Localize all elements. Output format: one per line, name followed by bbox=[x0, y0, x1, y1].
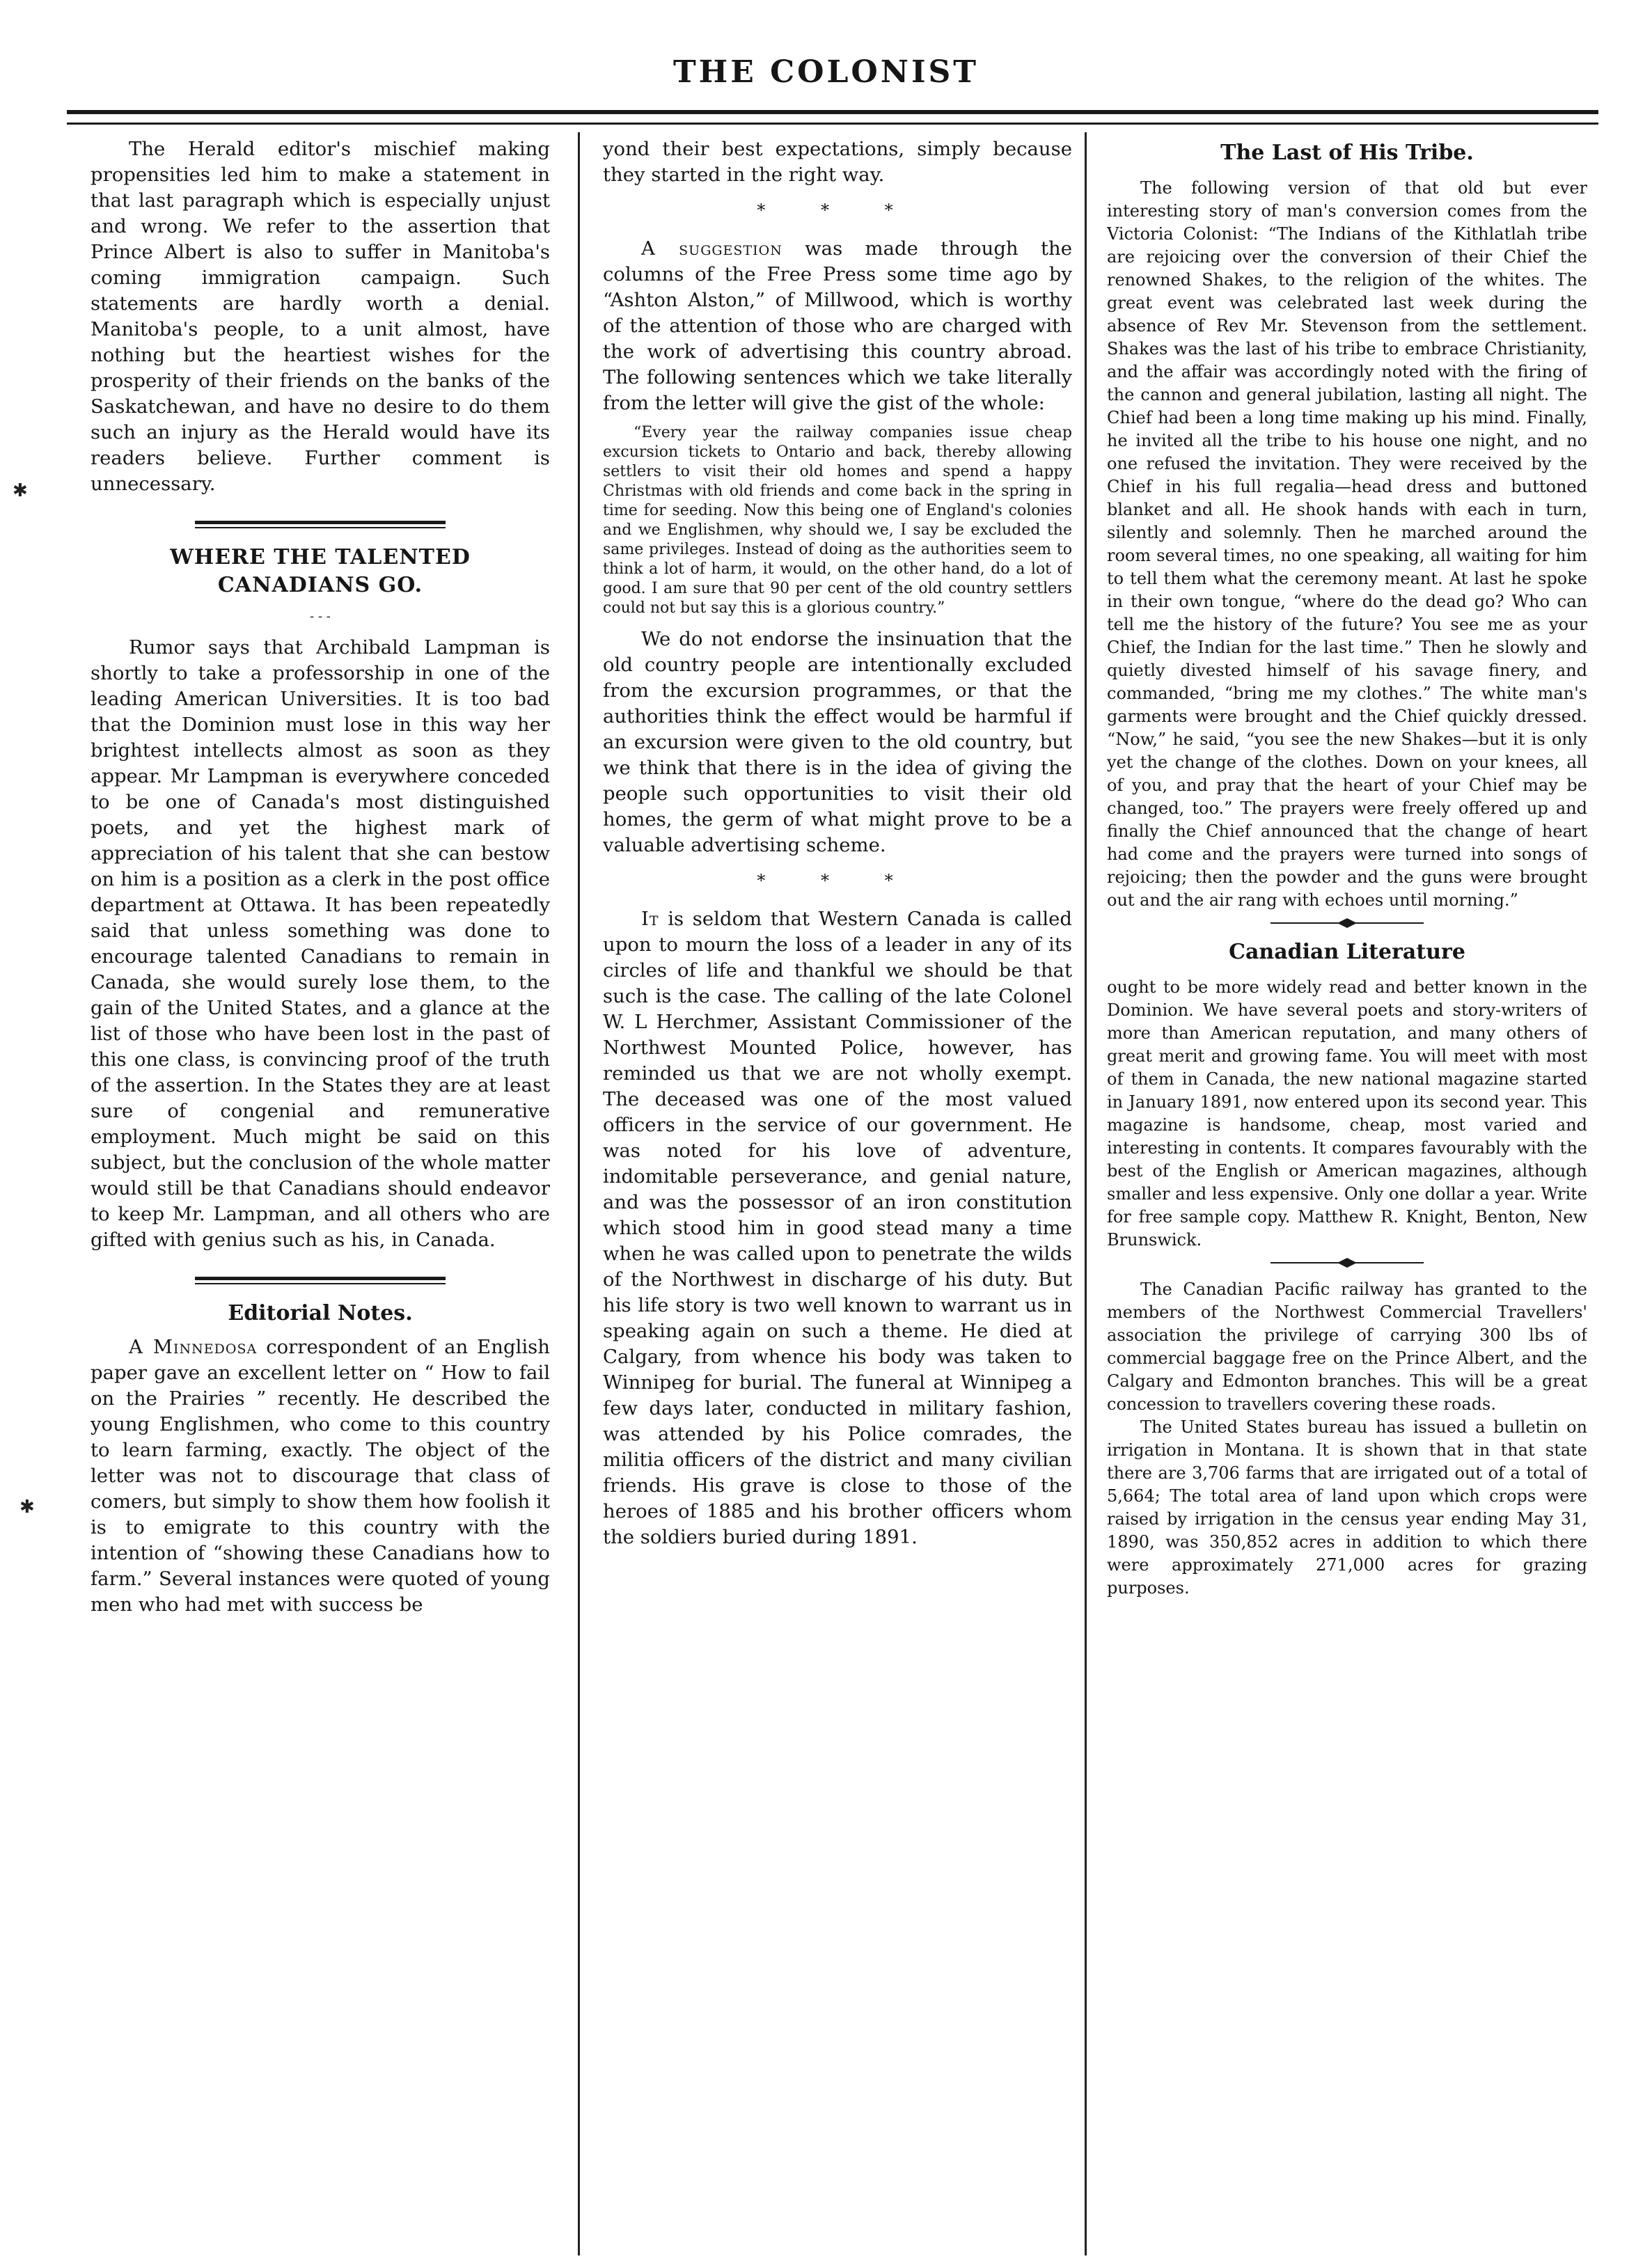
asterism-separator: * * * bbox=[757, 200, 918, 220]
herchmer-paragraph bbox=[603, 906, 1072, 1550]
ornamental-divider-icon bbox=[1271, 1257, 1424, 1268]
asterism-separator: * * * bbox=[757, 871, 918, 890]
column-2 bbox=[603, 136, 1072, 2253]
column-1 bbox=[91, 136, 550, 2253]
editorial-notes-lead: A Minnedosa bbox=[129, 1336, 258, 1358]
section-separator bbox=[195, 521, 446, 528]
herchmer-body: is seldom that Western Canada is called upon to mourn the loss of a leader in any of its circles of life and thankful we should be that such is the case. The calling of the late Colonel W. L Herchmer, Assistant Commissioner of the Northwest Mounted Police, however, has reminded us that we are not wholly exempt. The deceased was one of the most valued officers in the service of our government. He was noted for his love of adventure, indomitable perseverance, and genial nature, and was the possessor of an iron constitution which stood him in good stead many a time when he was called upon to penetrate the wilds of the Northwest in discharge of his duty. But his life story is two well known to warrant us in speaking again on such a theme. He died at Calgary, from whence his body was taken to Winnipeg for burial. The funeral at Winnipeg a few days later, conducted in military fashion, was attended by his Police comrades, the militia officers of the district and many civilian friends. His grave is close to those of the heroes of 1885 and his brother officers whom the soldiers buried during 1891. bbox=[603, 908, 1072, 1548]
article-heading-editorial-notes: Editorial Notes. bbox=[228, 1301, 413, 1325]
section-separator bbox=[195, 1277, 446, 1284]
suggestion-paragraph bbox=[603, 236, 1072, 416]
column-3 bbox=[1107, 136, 1587, 2253]
letter-quotation: “Every year the railway companies issue cheap excursion tickets to Ontario and back, thereby allowing settlers to visit their old homes and spend a happy Christmas with old friends and come back in the spring in time for seeding. Now this being one of England's colonies and we Englishmen, why should we, I say be excluded the same privileges. Instead of doing as the authorities seem to think a lot of harm, it would, on the other hand, do a lot of good. I am sure that 90 per cent of the old country settlers could not but say this is a glorious country.” bbox=[603, 424, 1072, 617]
margin-mark: ✱ bbox=[19, 1497, 35, 1518]
herchmer-lead: It bbox=[641, 908, 659, 930]
editorial-notes-continued: yond their best expectations, simply because they started in the right way. bbox=[603, 138, 1072, 186]
masthead-rule-thin bbox=[67, 123, 1598, 125]
last-of-his-tribe-body: The following version of that old but ever interesting story of man's conversion comes from the Victoria Colonist: “The Indians of the Kithlatlah tribe are rejoicing over the conversion of their Chief the renowned Shakes, to the religion of the whites. The great event was celebrated last week during the absence of Rev Mr. Stevenson from the settlement. Shakes was the last of his tribe to embrace Christianity, and the affair was accordingly noted with the firing of the cannon and general jubilation, lasting all night. The Chief had been a long time making up his mind. Finally, he invited all the tribe to his house one night, and no one refused the invitation. They were received by the Chief in his full regalia—head dress and buttoned blanket and all. He shook hands with each in turn, silently and solemnly. Then he marched around the room several times, no one speaking, all waiting for him to tell them what the ceremony meant. At last he spoke in their own tongue, “where do the dead go? Who can tell me the history of the future? You see me as your Chief, the Indian for the last time.” Then he slowly and quietly divested himself of his savage finery, and commanded, “bring me my clothes.” The white man's garments were brought and the Chief quickly dressed. “Now,” he said, “you see the new Shakes—but it is only yet the change of the clothes. Down on your knees, all of you, and pray that the heart of your Chief may be changed, too.” The prayers were freely offered up and finally the Chief announced that the change of heart had come and the prayers were turned into songs of rejoicing; then the powder and the guns were brought out and the air rang with echoes until morning.” bbox=[1107, 178, 1587, 910]
masthead-title: THE COLONIST bbox=[672, 54, 980, 90]
editorial-notes-body: correspondent of an English paper gave an excellent letter on “ How to fail on the Prairies ” recently. He described the young Englishmen, who come to this country to learn farming, exactly. The object of the letter was not to discourage that class of comers, but simply to show them how foolish it is to emigrate to this country with the intention of “showing these Canadians how to farm.” Several instances were quoted of young men who had met with success be bbox=[91, 1336, 550, 1616]
margin-mark: ✱ bbox=[13, 480, 28, 501]
editorial-notes-paragraph bbox=[91, 1334, 550, 1618]
ornamental-divider-icon bbox=[1271, 918, 1424, 929]
article-heading-canadian-literature: Canadian Literature bbox=[1229, 940, 1465, 964]
column-divider-1 bbox=[578, 132, 580, 2255]
suggestion-body: was made through the columns of the Free Press some time ago by “Ashton Alston,” of Millwood, which is worthy of the attention of those who are charged with the work of advertising this country abroad. The following sentences which we take literally from the letter will give the gist of the whole: bbox=[603, 237, 1072, 414]
canadian-literature-body: ought to be more widely read and better known in the Dominion. We have several poets and story-writers of more than American reputation, and many others of great merit and growing fame. You will meet with most of them in Canada, the new national magazine started in January 1891, now entered upon its second year. This magazine is handsome, cheap, most varied and interesting in contents. It compares favourably with the best of the English or American magazines, although smaller and less expensive. Only one dollar a year. Write for free sample copy. Matthew R. Knight, Benton, New Brunswick. bbox=[1107, 977, 1587, 1250]
endorsement-paragraph: We do not endorse the insinuation that the old country people are intentionally excluded from the excursion programmes, or that the authorities think the effect would be harmful if an excursion were given to the old country, but we think that there is in the idea of giving the people such opportunities to visit their old homes, the germ of what might prove to be a valuable advertising scheme. bbox=[603, 628, 1072, 856]
article-heading-talented-canadians: WHERE THE TALENTED CANADIANS GO. bbox=[170, 545, 471, 597]
article-heading-last-of-his-tribe: The Last of His Tribe. bbox=[1220, 141, 1474, 165]
montana-irrigation-paragraph: The United States bureau has issued a bulletin on irrigation in Montana. It is shown that in that state there are 3,706 farms that are irrigated out of a total of 5,664; The total area of land upon which crops were raised by irrigation in the census year ending May 31, 1890, was 350,852 acres in addition to which there were approximately 271,000 acres for grazing purposes. bbox=[1107, 1417, 1587, 1598]
heading-dash-ornament: - - - bbox=[310, 609, 331, 624]
masthead-rule-thick bbox=[67, 110, 1598, 114]
article-herald-paragraph: The Herald editor's mischief making propensities led him to make a statement in that last paragraph which is especially unjust and wrong. We refer to the assertion that Prince Albert is also to suffer in Manitoba's coming immigration campaign. Such statements are hardly worth a denial. Manitoba's people, to a unit almost, have nothing but the heartiest wishes for the prosperity of their friends on the banks of the Saskatchewan, and have no desire to do them such an injury as the Herald would have its readers believe. Further comment is unnecessary. bbox=[91, 138, 550, 495]
column-divider-2 bbox=[1085, 132, 1087, 2255]
cpr-baggage-paragraph: The Canadian Pacific railway has granted to the members of the Northwest Commercial Travellers' association the privilege of carrying 300 lbs of commercial baggage free on the Prince Albert, and the Calgary and Edmonton branches. This will be a great concession to travellers covering these roads. bbox=[1107, 1279, 1587, 1414]
article-talented-canadians-body: Rumor says that Archibald Lampman is shortly to take a professorship in one of the leading American Universities. It is too bad that the Dominion must lose in this way her brightest intellects almost as soon as they appear. Mr Lampman is everywhere conceded to be one of Canada's most distinguished poets, and yet the highest mark of appreciation of his talent that she can bestow on him is a position as a clerk in the post office department at Ottawa. It has been repeatedly said that unless something was done to encourage talented Canadians to remain in Canada, she would surely lose them, to the gain of the United States, and a glance at the list of those who have been lost in the past of this one class, is convincing proof of the truth of the assertion. In the States they are at least sure of congenial and remunerative employment. Much might be said on this subject, but the conclusion of the whole matter would still be that Canadians should endeavor to keep Mr. Lampman, and all others who are gifted with genius such as his, in Canada. bbox=[91, 636, 550, 1251]
suggestion-lead: A suggestion bbox=[641, 237, 782, 260]
